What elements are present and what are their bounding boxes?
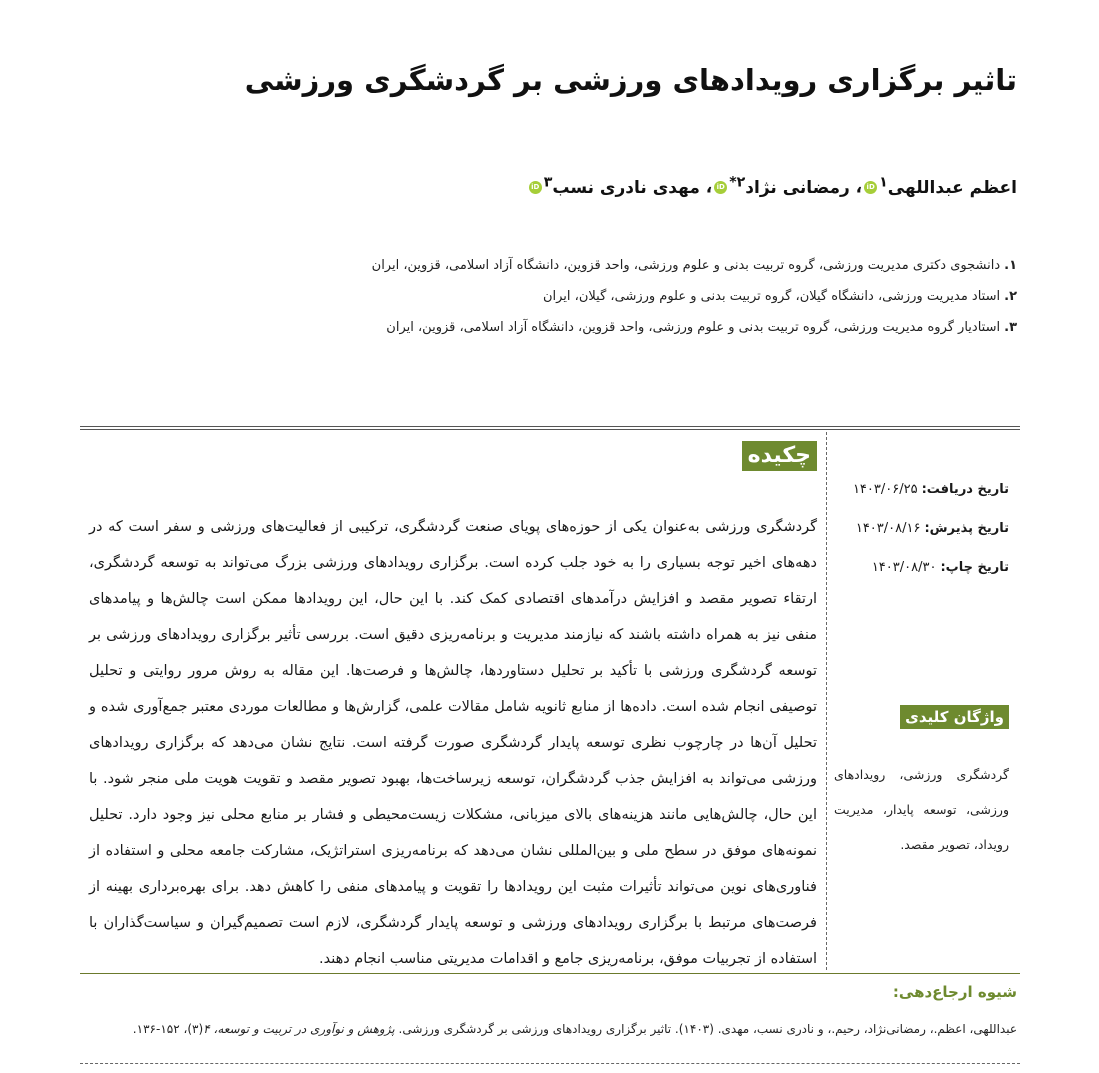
citation-text [82,1017,1017,1041]
author-3 [527,174,700,198]
date-published [829,548,1009,587]
date-value: ۱۴۰۳/۰۸/۱۶ [855,521,921,536]
affiliation-1 [82,250,1017,281]
date-value: ۱۴۰۳/۰۶/۲۵ [852,482,918,497]
date-value: ۱۴۰۳/۰۸/۳۰ [871,560,937,575]
affiliation-number: ۲. [1004,289,1017,304]
author-2 [712,174,850,198]
date-label: تاریخ چاپ: [940,560,1009,575]
author-2-sup: ۲* [729,174,746,190]
affiliation-2 [82,281,1017,312]
orcid-icon[interactable]: iD [529,181,542,194]
keywords-heading-label: واژگان کلیدی [900,705,1009,729]
author-separator: ، [849,177,863,198]
affiliation-number: ۳. [1004,320,1017,335]
citation-suffix: (۳)، ۱۵۲-۱۳۶. [132,1022,204,1036]
author-separator: ، [699,177,713,198]
keywords-heading [900,705,1009,729]
abstract-heading [742,441,817,471]
keywords-text: گردشگری ورزشی، رویدادهای ورزشی، توسعه پایدار، مدیریت رویداد، تصویر مقصد. [834,767,1009,852]
orcid-icon[interactable]: iD [864,181,877,194]
author-1 [862,174,1017,198]
citation-journal: پژوهش و نوآوری در تربیت و توسعه [217,1022,395,1036]
abstract-text: گردشگری ورزشی به‌عنوان یکی از حوزه‌های پویای صنعت گردشگری، ترکیبی از فعالیت‌های ورزشی و سفر است که در دهه‌های اخیر توجه بسیاری را به خود جلب کرده است. برگزاری رویدادهای ورزشی بزرگ می‌تواند به توسعه گردشگری، ارتقاء تصویر مقصد و افزایش درآمدهای اقتصادی کمک کند. با این حال، این رویدادها ممکن است چالش‌ها و پیامدهای منفی نیز به همراه داشته باشند که نیازمند مدیریت و برنامه‌ریزی دقیق است. بررسی تأثیر برگزاری رویدادهای ورزشی بر توسعه گردشگری ورزشی با تأکید بر تحلیل دستاوردها، چالش‌ها و فرصت‌ها. این مقاله به روش مرور روایتی و تحلیل توصیفی انجام شده است. داده‌ها از منابع ثانویه شامل مقالات علمی، گزارش‌ها و مطالعات موردی معتبر جمع‌آوری شده و تحلیل آن‌ها در چارچوب نظری توسعه پایدار گردشگری صورت گرفته است. نتایج نشان می‌دهد که برگزاری رویدادهای ورزشی می‌تواند به افزایش جذب گردشگران، توسعه زیرساخت‌ها، بهبود تصویر مقصد و تقویت هویت ملی منجر شود. با این حال، چالش‌هایی مانند هزینه‌های بالای میزبانی، مشکلات زیست‌محیطی و فشار بر منابع محلی نیز وجود دارد. تحلیل نمونه‌های موفق در سطح ملی و بین‌المللی نشان می‌دهد که برنامه‌ریزی استراتژیک، مشارکت جامعه محلی و استفاده از فناوری‌های نوین می‌تواند تأثیرات مثبت این رویدادها را تقویت و پیامدهای منفی را کاهش دهد. برای بهره‌برداری بهینه از فرصت‌های مرتبط با برگزاری رویدادهای ورزشی و توسعه پایدار گردشگری، لازم است تصمیم‌گیران و سیاست‌گذاران با استفاده از تجربیات موفق، برنامه‌ریزی جامع و اقدامات مدیریتی مناسب انجام دهند. [89,519,817,967]
divider-dashed [80,1063,1020,1064]
divider-top-double [80,429,1020,430]
affiliation-text: استاد مدیریت ورزشی، دانشگاه گیلان، گروه تربیت بدنی و علوم ورزشی، گیلان، ایران [542,289,1001,304]
affiliation-3 [82,312,1017,343]
citation-prefix: عبداللهی، اعظم.، رمضانی‌نژاد، رحیم.، و نادری نسب، مهدی. (۱۴۰۳). تاثیر برگزاری رویدادهای ورزشی بر گردشگری ورزشی. [394,1022,1017,1036]
affiliation-list [82,250,1017,343]
citation-heading: شیوه ارجاع‌دهی: [892,983,1017,1001]
date-accepted [829,509,1009,548]
divider-bottom [80,973,1020,974]
citation-volume: ، ۴ [203,1022,218,1036]
abstract-heading-label: چکیده [742,441,817,471]
date-panel [829,470,1009,587]
column-divider [826,432,827,970]
author-3-sup: ۳ [543,174,553,190]
orcid-icon[interactable]: iD [714,181,727,194]
author-3-name: مهدی نادری نسب [552,177,700,198]
affiliation-text: دانشجوی دکتری مدیریت ورزشی، گروه تربیت بدنی و علوم ورزشی، واحد قزوین، دانشگاه آزاد اسلامی، قزوین، ایران [371,258,1001,273]
author-1-sup: ۱ [879,174,888,190]
author-list [82,168,1017,202]
author-2-name: رمضانی نژاد [745,177,850,198]
affiliation-text: استادیار گروه مدیریت ورزشی، گروه تربیت بدنی و علوم ورزشی، واحد قزوین، دانشگاه آزاد اسلامی، قزوین، ایران [386,320,1001,335]
affiliation-number: ۱. [1004,258,1017,273]
date-label: تاریخ دریافت: [921,482,1009,497]
date-received [829,470,1009,509]
divider-top [80,426,1020,427]
date-label: تاریخ پذیرش: [924,521,1009,536]
author-1-name: اعظم عبداللهی [887,177,1017,198]
paper-title: تاثیر برگزاری رویدادهای ورزشی بر گردشگری ورزشی [244,63,1017,97]
